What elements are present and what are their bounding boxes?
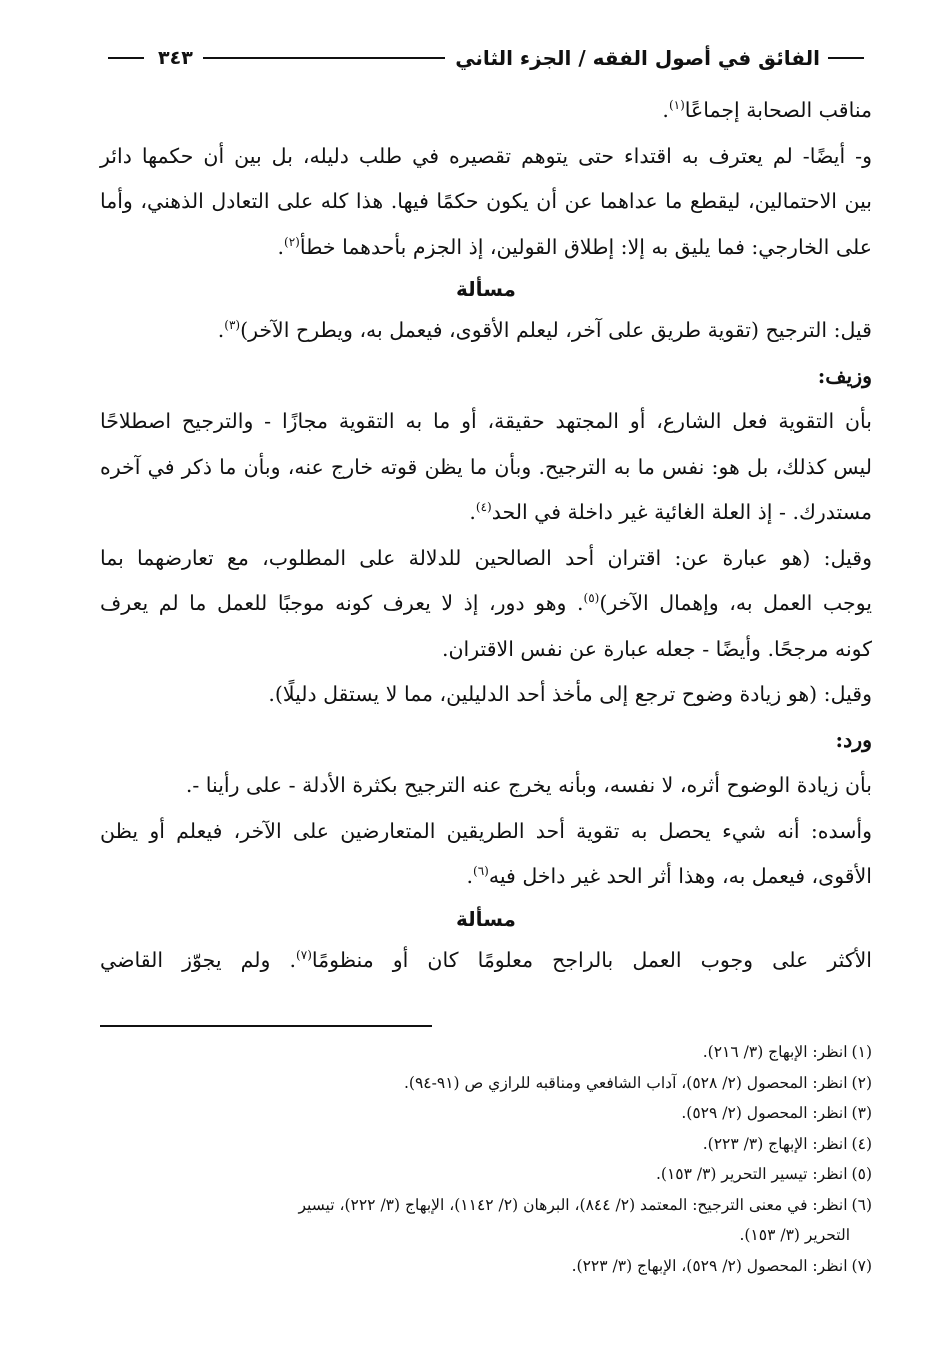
footnote-ref: (٧)	[296, 947, 312, 962]
footnote-continuation: التحرير (٣/ ١٥٣).	[739, 1226, 850, 1244]
footnote: (٣)انظر: المحصول (٢/ ٥٢٩).	[681, 1104, 872, 1122]
paragraph-line: بين الاحتمالين، ليقطع ما عداهما عن أن يكون حكمًا فيها. هذا كله على التعادل الذهني، وأما	[100, 189, 872, 213]
paragraph-line: مستدرك. - إذ العلة الغائية غير داخلة في الحد$^{(٤)}$.	[469, 500, 872, 524]
footnote-ref: (٢)	[284, 234, 300, 249]
paragraph-line: ليس كذلك، بل هو: نفس ما به الترجيح. وبأن ما يظن قوته خارج عنه، وبأن ما ذكر في آخره	[100, 454, 872, 479]
paragraph: قيل: الترجيح (تقوية طريق على آخر، ليعلم الأقوى، فيعمل به، ويطرح الآخر)$^{(٣)}$.	[217, 318, 872, 342]
footnote: (٢)انظر: المحصول (٢/ ٥٢٨)، آداب الشافعي ومناقبه للرازي ص (٩١-٩٤).	[404, 1073, 872, 1092]
footnote-ref: (٦)	[473, 864, 489, 879]
header-rule-left	[108, 57, 144, 59]
paragraph: وقيل: (هو عبارة عن: اقتران أحد الصالحين للدلالة على المطلوب، مع تعارضهما بما	[100, 545, 872, 570]
section-heading: مسألة	[456, 906, 516, 931]
paragraph: ورد:	[835, 727, 872, 752]
book-title: الفائق في أصول الفقه / الجزء الثاني	[455, 46, 820, 70]
footnote-ref: (٥)	[583, 591, 600, 606]
paragraph: مناقب الصحابة إجماعًا$^{(١)}$.	[662, 98, 872, 122]
footnote: (١)انظر: الإبهاج (٣/ ٢١٦).	[702, 1043, 872, 1061]
paragraph-line: على الخارجي: فما يليق به إلا: إطلاق القولين، إذ الجزم بأحدهما خطأ$^{(٢)}$.	[277, 234, 872, 259]
paragraph: و- أيضًا- لم يعترف به اقتداء حتى يتوهم تقصيره في طلب دليله، بل بين أن حكمها دائر	[100, 143, 872, 168]
footnote-ref: (٣)	[224, 318, 241, 333]
paragraph: وقيل: (هو زيادة وضوح ترجع إلى مأخذ أحد الدليلين، مما لا يستقل دليلًا).	[268, 682, 872, 706]
paragraph-line: يوجب العمل به، وإهمال الآخر)$^{(٥)}$. وهو دور، إذ لا يعرف كونه موجبًا للعمل ما لم يعرف	[100, 591, 872, 615]
paragraph: الأكثر على وجوب العمل بالراجح معلومًا كان أو منظومًا$^{(٧)}$. ولم يجوّز القاضي	[100, 947, 872, 972]
header-rule-right	[828, 57, 864, 59]
paragraph: وأسده: أنه شيء يحصل به تقوية أحد الطريقين المتعارضين على الآخر، فيعلم أو يظن	[100, 818, 872, 843]
footnote-ref: (١)	[668, 98, 685, 113]
footnote: (٦)انظر: في معنى الترجيح: المعتمد (٢/ ٨٤٤)، البرهان (٢/ ١١٤٢)، الإبهاج (٣/ ٢٢٢)، تيسير	[298, 1195, 872, 1214]
paragraph: وزيف:	[817, 363, 872, 388]
page-number: ٣٤٣	[158, 47, 193, 69]
footnote: (٤)انظر: الإبهاج (٣/ ٢٢٣).	[702, 1134, 872, 1153]
book-page	[100, 36, 872, 1281]
paragraph-line: كونه مرجحًا. وأيضًا - جعله عبارة عن نفس الاقتران.	[441, 636, 872, 661]
footnote: (٧)انظر: المحصول (٢/ ٥٢٩)، الإبهاج (٣/ ٢٢٣).	[571, 1256, 872, 1275]
paragraph: بأن التقوية فعل الشارع، أو المجتهد حقيقة، أو ما به التقوية مجازًا - والترجيح اصطلاحًا	[100, 409, 872, 433]
main-text	[100, 88, 872, 983]
footnote: (٥)انظر: تيسير التحرير (٣/ ١٥٣).	[655, 1165, 872, 1183]
running-header	[100, 36, 872, 80]
footnote-ref: (٤)	[475, 500, 492, 515]
header-rule-middle	[203, 57, 445, 59]
footnotes	[100, 1037, 872, 1281]
section-heading: مسألة	[456, 277, 516, 301]
paragraph-line: الأقوى، فيعمل به، وهذا أثر الحد غير داخل فيه$^{(٦)}$.	[466, 864, 872, 888]
paragraph: بأن زيادة الوضوح أثره، لا نفسه، وبأنه يخرج عنه الترجيح بكثرة الأدلة - على رأينا -.	[185, 773, 872, 797]
footnote-separator	[100, 1025, 432, 1027]
